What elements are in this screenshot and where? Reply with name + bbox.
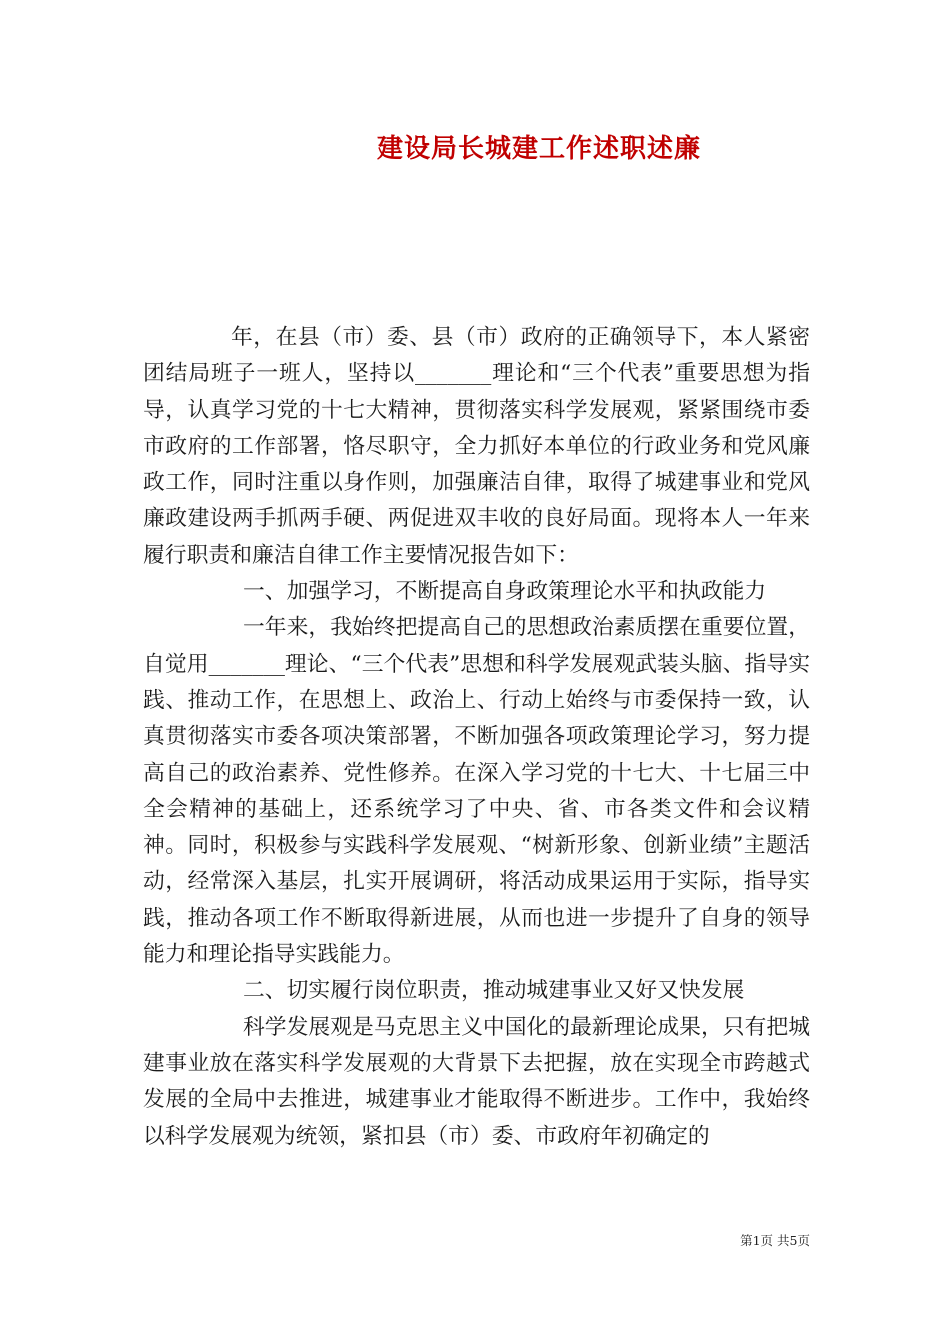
section-heading-2: 二、切实履行岗位职责，推动城建事业又好又快发展 (243, 978, 745, 1004)
paragraph-section-2: 科学发展观是马克思主义中国化的最新理论成果，只有把城建事业放在落实科学发展观的大背景下去把握，放在实现全市跨越式发展的全局中去推进，城建事业才能取得不断进步。工作中，我始终以科学发展观为统领，紧扣县（市）委、市政府年初确定的 (143, 1014, 810, 1149)
paragraph-intro: 年，在县（市）委、县（市）政府的正确领导下，本人紧密团结局班子一班人，坚持以_______理论和“三个代表”重要思想为指导，认真学习党的十七大精神，贯彻落实科学发展观，紧紧围绕市委市政府的工作部署，恪尽职守，全力抓好本单位的行政业务和党风廉政工作，同时注重以身作则，加强廉洁自律，取得了城建事业和党风廉政建设两手抓两手硬、两促进双丰收的良好局面。现将本人一年来履行职责和廉洁自律工作主要情况报告如下： (143, 325, 810, 568)
section-heading-1: 一、加强学习，不断提高自身政策理论水平和执政能力 (243, 579, 767, 605)
page-number: 第1页 共5页 (740, 1233, 810, 1248)
document-title: 建设局长城建工作述职述廉 (376, 134, 701, 164)
document-body (143, 320, 810, 1155)
paragraph-section-1: 一年来，我始终把提高自己的思想政治素质摆在重要位置，自觉用_______理论、“三个代表”思想和科学发展观武装头脑、指导实践、推动工作，在思想上、政治上、行动上始终与市委保持一致，认真贯彻落实市委各项决策部署，不断加强各项政策理论学习，努力提高自己的政治素养、党性修养。在深入学习党的十七大、十七届三中全会精神的基础上，还系统学习了中央、省、市各类文件和会议精神。同时，积极参与实践科学发展观、“树新形象、创新业绩”主题活动，经常深入基层，扎实开展调研，将活动成果运用于实际，指导实践，推动各项工作不断取得新进展，从而也进一步提升了自身的领导能力和理论指导实践能力。 (143, 615, 810, 968)
